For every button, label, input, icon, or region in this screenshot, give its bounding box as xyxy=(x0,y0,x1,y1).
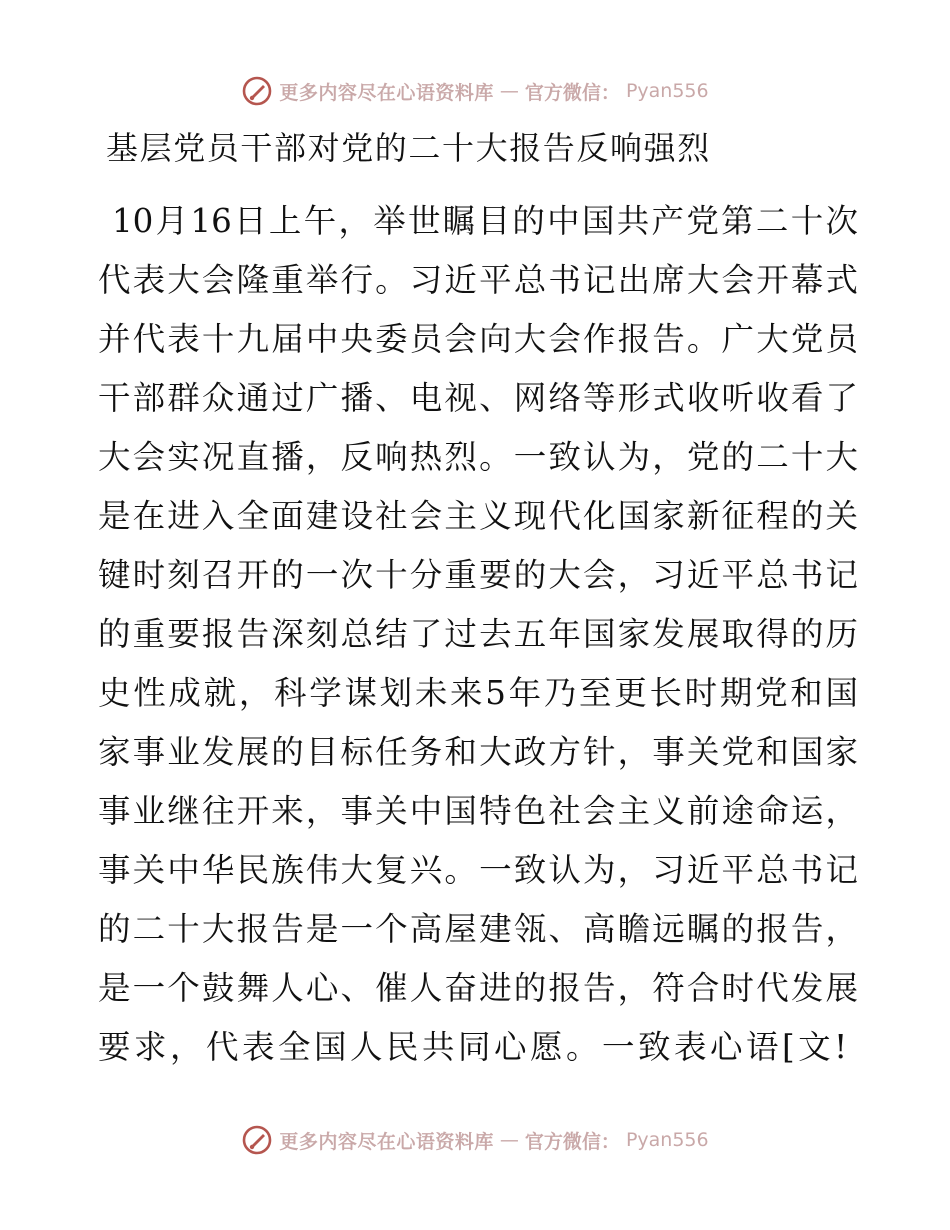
header-banner xyxy=(0,71,950,111)
body-line: 大会实况直播，反响热烈。一致认为，党的二十大 xyxy=(98,438,858,476)
document-title: 基层党员干部对党的二十大报告反响强烈 xyxy=(106,129,711,167)
banner-wechat-id: Pyan556 xyxy=(625,80,709,102)
body-line: 史性成就，科学谋划未来5年乃至更长时期党和国 xyxy=(98,674,858,712)
body-line: 是一个鼓舞人心、催人奋进的报告，符合时代发展 xyxy=(98,969,858,1007)
banner-wechat-id: Pyan556 xyxy=(625,1129,709,1151)
body-line: 干部群众通过广播、电视、网络等形式收听收看了 xyxy=(98,379,858,417)
banner-wechat-label: 官方微信： xyxy=(524,81,620,104)
banner-wechat-label: 官方微信： xyxy=(524,1130,620,1153)
body-line: 的二十大报告是一个高屋建瓴、高瞻远瞩的报告， xyxy=(98,910,858,948)
body-line: 10月16日上午，举世瞩目的中国共产党第二十次 xyxy=(112,202,858,240)
body-line: 的重要报告深刻总结了过去五年国家发展取得的历 xyxy=(98,615,858,653)
banner-dash: — xyxy=(499,1129,519,1151)
footer-banner xyxy=(0,1120,950,1160)
body-line: 代表大会隆重举行。习近平总书记出席大会开幕式 xyxy=(98,261,858,299)
body-line: 是在进入全面建设社会主义现代化国家新征程的关 xyxy=(98,497,858,535)
banner-main-text: 更多内容尽在心语资料库 xyxy=(279,81,494,104)
document-body xyxy=(98,192,858,1077)
body-line: 家事业发展的目标任务和大政方针，事关党和国家 xyxy=(98,733,858,771)
pen-nib-logo-icon xyxy=(241,75,273,107)
body-line: 事业继往开来，事关中国特色社会主义前途命运， xyxy=(98,792,858,830)
body-line: 事关中华民族伟大复兴。一致认为，习近平总书记 xyxy=(98,851,858,889)
banner-dash: — xyxy=(499,80,519,102)
body-line: 并代表十九届中央委员会向大会作报告。广大党员 xyxy=(98,320,858,358)
body-line: 键时刻召开的一次十分重要的大会，习近平总书记 xyxy=(98,556,858,594)
pen-nib-logo-icon xyxy=(241,1124,273,1156)
banner-main-text: 更多内容尽在心语资料库 xyxy=(279,1130,494,1153)
body-line: 要求，代表全国人民共同心愿。一致表心语[文! xyxy=(98,1028,851,1066)
